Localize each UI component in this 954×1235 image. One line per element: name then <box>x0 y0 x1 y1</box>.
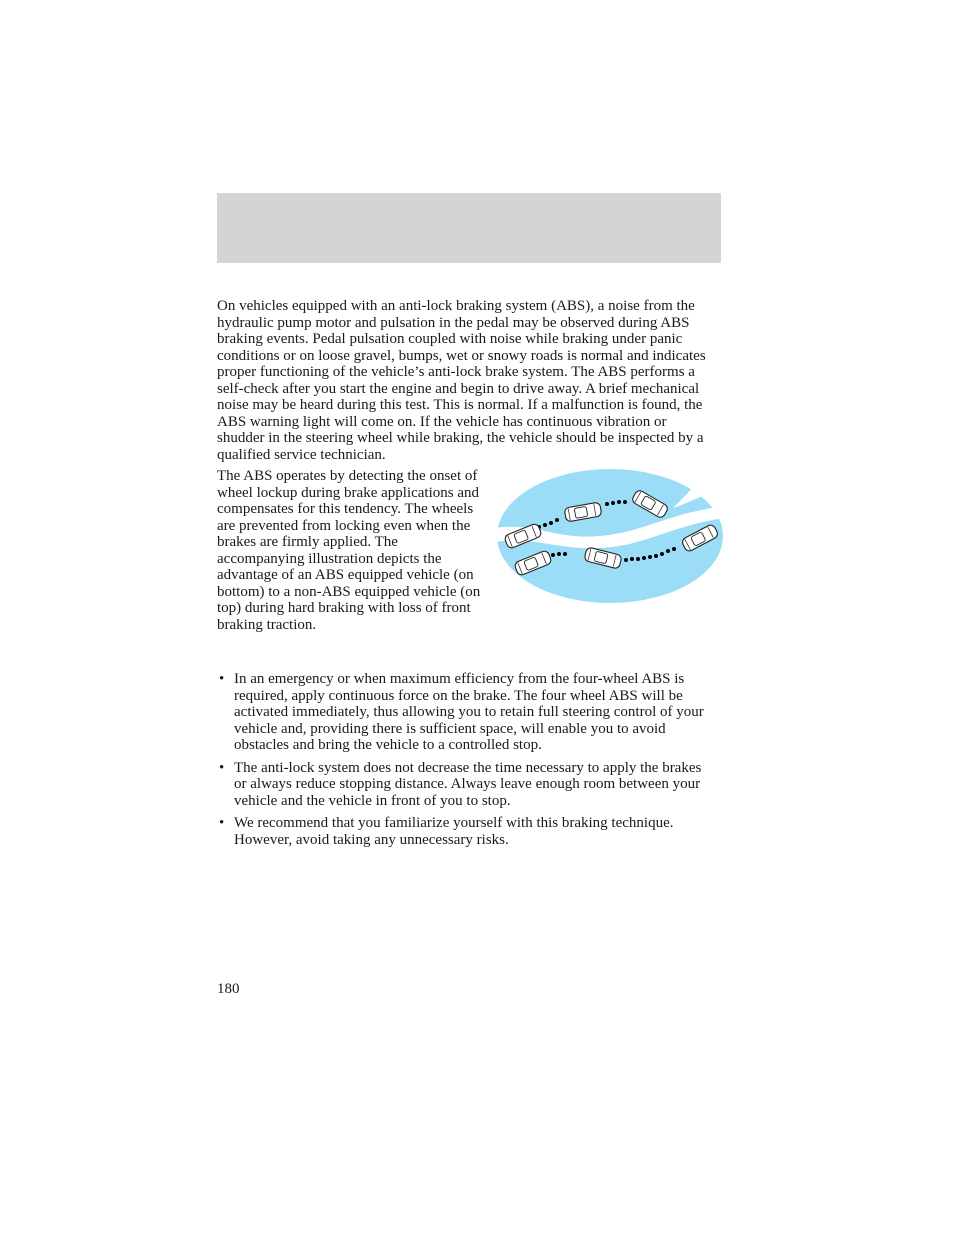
abs-illustration <box>495 466 725 606</box>
page-number: 180 <box>217 981 240 997</box>
list-item <box>217 671 717 754</box>
list-item-text: In an emergency or when maximum efficiency from the four-wheel ABS is required, apply continuous force on the brake. The four wheel ABS will be activated immediately, thus allowing you to retain full steering control of your vehicle and, providing there is sufficient space, will enable you to avoid obstacles and bring the vehicle to a controlled stop. <box>234 671 704 753</box>
paragraph-abs-operation: The ABS operates by detecting the onset of wheel lockup during brake applications and compensates for this tendency. The wheels are prevented from locking even when the brakes are firmly applied. The accompanying illustration depicts the advantage of an ABS equipped vehicle (on bottom) to a non-ABS equipped vehicle (on top) during hard braking with loss of front braking traction. <box>217 468 481 633</box>
list-item-text: We recommend that you familiarize yourself with this braking technique. However, avoid taking any unnecessary risks. <box>234 815 674 848</box>
bullet-symbol: • <box>219 759 225 776</box>
bullet-symbol: • <box>219 671 225 687</box>
list-item <box>217 815 717 848</box>
list-item-text: The anti-lock system does not decrease the time necessary to apply the brakes or always reduce stopping distance. Always leave enough room between your vehicle and the vehicle in front of you to stop. <box>234 759 702 809</box>
bullet-symbol: • <box>219 815 225 831</box>
list-item <box>217 760 717 810</box>
paragraph-abs-noise: On vehicles equipped with an anti-lock braking system (ABS), a noise from the hydraulic pump motor and pulsation in the pedal may be observed during ABS braking events. Pedal pulsation coupled with noise while braking under panic conditions or on loose gravel, bumps, wet or snowy roads is normal and indicates proper functioning of the vehicle’s anti-lock brake system. The ABS performs a self-check after you start the engine and begin to drive away. A brief mechanical noise may be heard during this test. This is normal. If a malfunction is found, the ABS warning light will come on. If the vehicle has continuous vibration or shudder in the steering wheel while braking, the vehicle should be inspected by a qualified service technician. <box>217 298 706 463</box>
section-header-bar <box>217 193 721 263</box>
abs-tips-list <box>217 671 717 848</box>
page-content <box>217 298 717 854</box>
